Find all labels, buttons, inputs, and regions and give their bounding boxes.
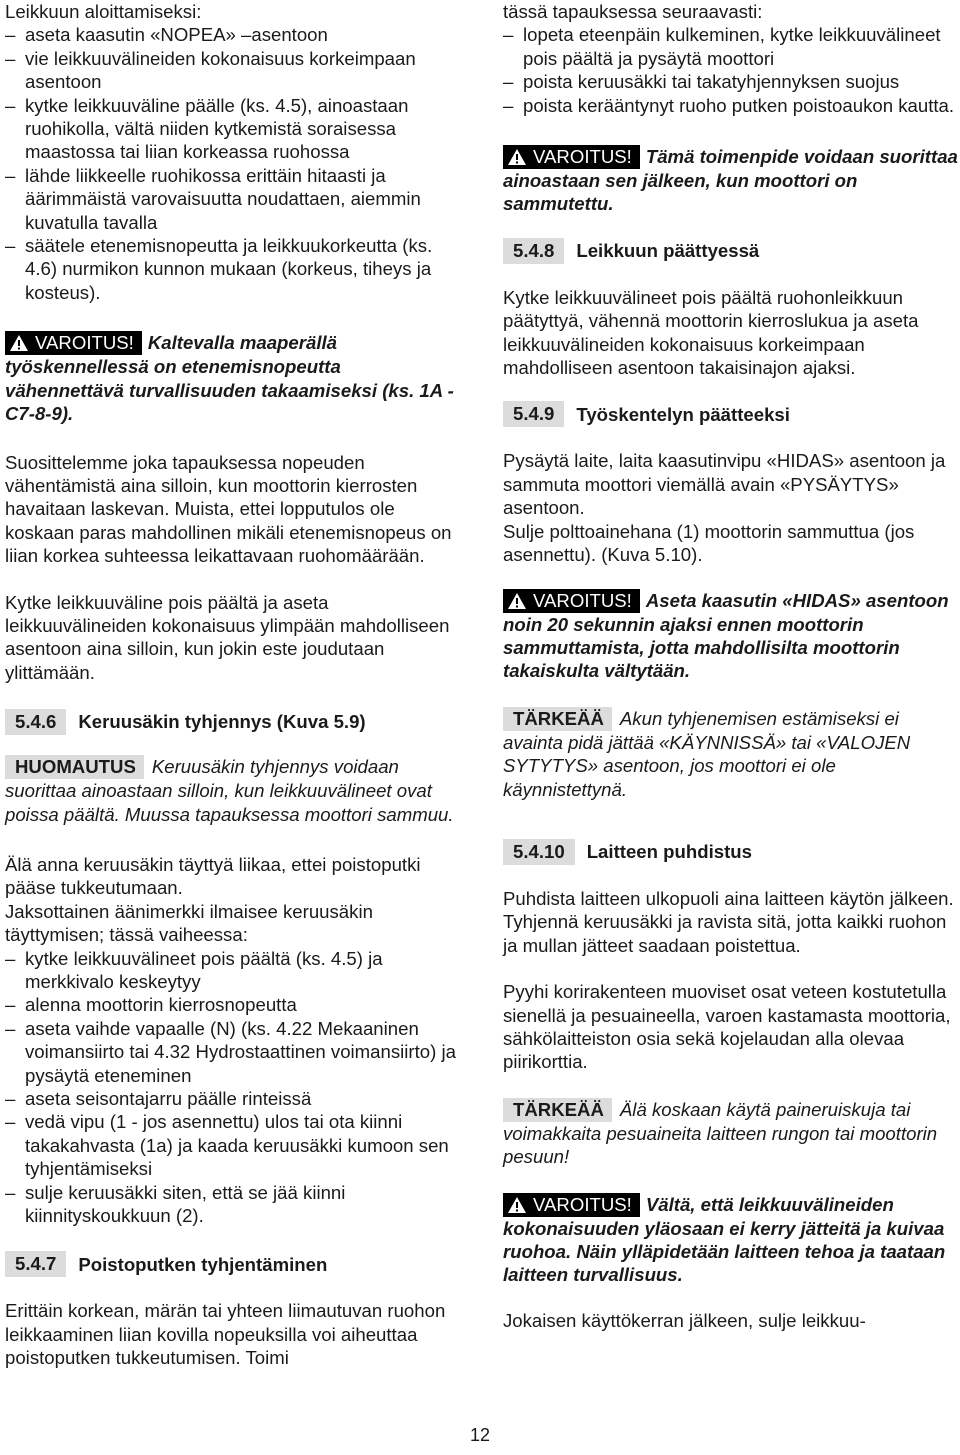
paragraph: tässä tapauksessa seuraavasti: xyxy=(503,1,763,22)
warning-throttle: VAROITUS! Aseta kaasutin «HIDAS» asentoon noin 20 sekunnin ajaksi ennen moottorin sammuttamista, jotta mahdollisilta moottorin takaiskulta vältytään. xyxy=(503,589,949,682)
paragraph: Kytke leikkuuväline pois päältä ja aseta leikkuuvälineiden kokonaisuus ylimpään mahdolliseen asentoon aina silloin, kun jokin este joudutaan ylittämään. xyxy=(5,591,450,683)
list-item: – aseta seisontajarru päälle rinteissä xyxy=(5,1087,463,1110)
list-item: – lopeta eteenpäin kulkeminen, kytke leikkuuvälineet pois päältä ja pysäytä moottori xyxy=(503,23,958,70)
warning-badge: VAROITUS! xyxy=(503,1193,640,1217)
list-item: – alenna moottorin kierrosnopeutta xyxy=(5,993,463,1016)
section-heading-5-4-10: 5.4.10 Laitteen puhdistus xyxy=(503,839,958,865)
section-heading-5-4-9: 5.4.9 Työskentelyn päätteeksi xyxy=(503,401,958,427)
important-badge: TÄRKEÄÄ xyxy=(503,707,612,731)
important-badge: TÄRKEÄÄ xyxy=(503,1098,612,1122)
list-item: – aseta kaasutin «NOPEA» –asentoon xyxy=(5,23,463,46)
important-box-washing: TÄRKEÄÄ Älä koskaan käytä paineruiskuja tai voimakkaita pesuaineita laitteen rungon tai moottorin pesuun! xyxy=(503,1098,938,1168)
section-heading-5-4-7: 5.4.7 Poistoputken tyhjentäminen xyxy=(5,1251,463,1277)
note-badge: HUOMAUTUS xyxy=(5,755,144,779)
warning-slope: VAROITUS! Kaltevalla maaperällä työskennellessä on etenemisnopeutta vähennettävä turvallisuuden takaamiseksi (ks. 1A - C7-8-9). xyxy=(5,332,454,425)
warning-badge: VAROITUS! xyxy=(5,331,142,355)
list-item: – aseta vaihde vapaalle (N) (ks. 4.22 Mekaaninen voimansiirto tai 4.32 Hydrostaattinen voimansiirto) ja pysäytä eteneminen xyxy=(5,1017,463,1087)
list-item: – sulje keruusäkki siten, että se jää kiinni kiinnityskoukkuun (2). xyxy=(5,1181,463,1228)
warning-engine-off: VAROITUS! Tämä toimenpide voidaan suorittaa ainoastaan sen jälkeen, kun moottori on sammutettu. xyxy=(503,146,958,215)
warning-triangle-icon xyxy=(507,592,527,610)
paragraph: Jaksottainen äänimerkki ilmaisee keruusäkin täyttymisen; tässä vaiheessa: xyxy=(5,900,373,946)
list-item: – kytke leikkuuvälineet pois päältä (ks. 4.5) ja merkkivalo keskeytyy xyxy=(5,947,463,994)
warning-badge: VAROITUS! xyxy=(503,589,640,613)
warning-badge: VAROITUS! xyxy=(503,145,640,169)
paragraph: Suosittelemme joka tapauksessa nopeuden vähentämistä aina silloin, kun moottorin kierrosten havaitaan laskevan. Muista, ettei lopputulos ole koskaan paras mahdollinen mikäli etenemisnopeus on liian korkea suhteessa leikattavaan ruohomäärään. xyxy=(5,451,452,567)
left-column xyxy=(5,0,463,1370)
empty-bag-steps-list xyxy=(5,947,463,1228)
note-box: HUOMAUTUS Keruusäkin tyhjennys voidaan suorittaa ainoastaan silloin, kun leikkuuvälineet ovat poissa päältä. Muussa tapauksessa moottori sammuu. xyxy=(5,756,454,825)
intro-text: Leikkuun aloittamiseksi: xyxy=(5,1,202,22)
paragraph: Älä anna keruusäkin täyttyä liikaa, ettei poistoputki pääse tukkeutumaan. xyxy=(5,853,421,899)
list-item: – vie leikkuuvälineiden kokonaisuus korkeimpaan asentoon xyxy=(5,47,463,94)
page-number: 12 xyxy=(470,1425,491,1445)
warning-triangle-icon xyxy=(9,334,29,352)
list-item: – poista kerääntynyt ruoho putken poistoaukon kautta. xyxy=(503,94,958,117)
start-steps-list xyxy=(5,23,463,304)
paragraph: Pysäytä laite, laita kaasutinvipu «HIDAS» asentoon ja sammuta moottori viemällä avain «PYSÄYTYS» asentoon. xyxy=(503,450,946,519)
warning-debris: VAROITUS! Vältä, että leikkuuvälineiden kokonaisuuden yläosaan ei kerry jätteitä ja kuivaa ruohoa. Näin ylläpidetään laitteen tehoa ja taataan laitteen turvallisuus. xyxy=(503,1193,946,1286)
paragraph: Kytke leikkuuvälineet pois päältä ruohonleikkuun päätyttyä, vähennä moottorin kierroslukua ja aseta leikkuuvälineiden kokonaisuus korkeimpaan mahdolliseen asentoon takaisinajon ajaksi. xyxy=(503,286,919,379)
important-box-battery: TÄRKEÄÄ Akun tyhjenemisen estämiseksi ei avainta pidä jättää «KÄYNNISSÄ» tai «VALOJEN SYTYTYS» asentoon, jos moottori ei ole käynnistettynä. xyxy=(503,707,911,800)
warning-triangle-icon xyxy=(507,148,527,166)
paragraph: Jokaisen käyttökerran jälkeen, sulje leikkuu- xyxy=(503,1309,866,1331)
section-heading-5-4-8: 5.4.8 Leikkuun päättyessä xyxy=(503,238,958,264)
paragraph: Sulje polttoainehana (1) moottorin sammuttua (jos asennettu). (Kuva 5.10). xyxy=(503,520,915,566)
section-heading-5-4-6: 5.4.6 Keruusäkin tyhjennys (Kuva 5.9) xyxy=(5,709,463,735)
right-column xyxy=(503,0,958,1332)
clear-chute-steps-list xyxy=(503,23,958,117)
list-item: – säätele etenemisnopeutta ja leikkuukorkeutta (ks. 4.6) nurmikon kunnon mukaan (korkeus, tiheys ja kosteus). xyxy=(5,234,463,304)
paragraph: Puhdista laitteen ulkopuoli aina laitteen käytön jälkeen. Tyhjennä keruusäkki ja ravista sitä, jotta kaikki ruohon ja mullan jätteet saadaan poistettua. xyxy=(503,887,954,956)
list-item: – kytke leikkuuväline päälle (ks. 4.5), ainoastaan ruohikolla, vältä niiden kytkemistä soraisessa maastossa tai liian korkeassa ruohossa xyxy=(5,94,463,164)
paragraph: Erittäin korkean, märän tai yhteen liimautuvan ruohon leikkaaminen liian kovilla nopeuksilla voi aiheuttaa poistoputken tukkeutumisen. Toimi xyxy=(5,1300,446,1369)
paragraph: Pyyhi korirakenteen muoviset osat veteen kostutetulla sienellä ja pesuaineella, varoen kastamasta moottoria, sähkölaitteiston osia sekä kojelaudan alla olevaa piirikorttia. xyxy=(503,981,951,1073)
list-item: – lähde liikkeelle ruohikossa erittäin hitaasti ja äärimmäistä varovaisuutta noudattaen, aiemmin kuvatulla tavalla xyxy=(5,164,463,234)
warning-triangle-icon xyxy=(507,1196,527,1214)
list-item: – vedä vipu (1 - jos asennettu) ulos tai ota kiinni takakahvasta (1a) ja kaada keruusäkki kumoon sen tyhjentämiseksi xyxy=(5,1110,463,1180)
list-item: – poista keruusäkki tai takatyhjennyksen suojus xyxy=(503,70,958,93)
